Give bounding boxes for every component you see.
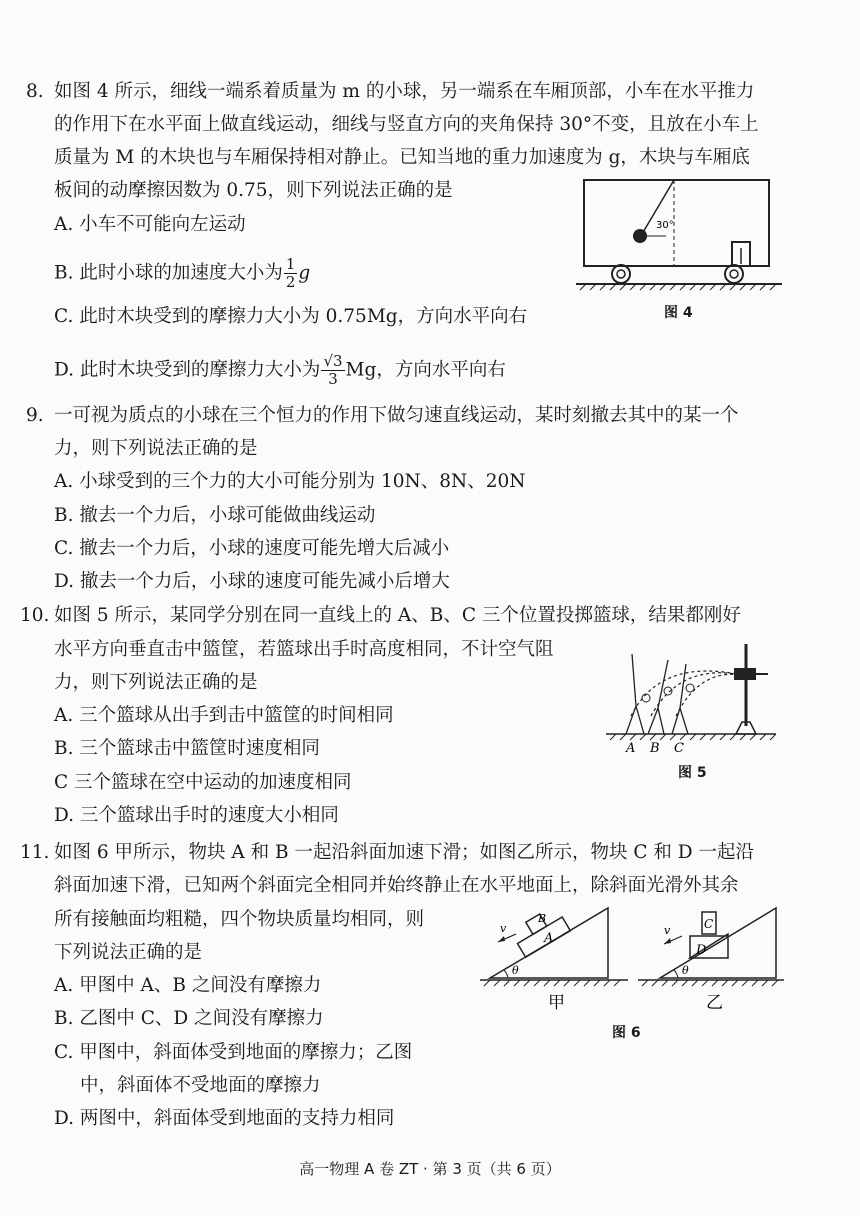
figure-6-right-block-d: D <box>696 943 707 958</box>
q9-stem-line-2: 力，则下列说法正确的是 <box>54 438 258 459</box>
q8-option-d-text: D. 此时木块受到的摩擦力大小为 <box>54 359 321 381</box>
figure-5-basketball <box>606 636 806 756</box>
q11-option-d: D. 两图中，斜面体受到地面的支持力相同 <box>54 1108 395 1129</box>
fraction-denominator: 3 <box>328 370 338 388</box>
q9-option-b: B. 撤去一个力后，小球可能做曲线运动 <box>54 505 376 526</box>
figure-5-label-c: C <box>674 741 684 756</box>
figure-6-right-incline <box>634 900 784 1012</box>
fraction-numerator: 1 <box>285 255 296 273</box>
q8-option-a: A. 小车不可能向左运动 <box>54 214 246 235</box>
q10-option-b: B. 三个篮球击中篮筐时速度相同 <box>54 738 320 759</box>
q8-option-b-unit: g <box>298 262 311 284</box>
figure-6-left-block-b: B <box>538 912 547 925</box>
q8-option-d <box>54 353 506 388</box>
figure-4-cart <box>574 172 784 302</box>
q11-option-a: A. 甲图中 A、B 之间没有摩擦力 <box>54 975 322 996</box>
figure-6-left-block-a: A <box>544 931 554 946</box>
figure-6-right-velocity: v <box>664 924 671 937</box>
q8-option-b <box>54 256 310 291</box>
q8-stem-line-1: 如图 4 所示，细线一端系着质量为 m 的小球，另一端系在车厢顶部，小车在水平推力 <box>54 81 755 102</box>
figure-6-left-velocity: v <box>500 922 507 935</box>
q8-stem-line-2: 的作用下在水平面上做直线运动，细线与竖直方向的夹角保持 30°不变，且放在小车上 <box>54 114 759 135</box>
fraction-denominator: 2 <box>285 273 296 291</box>
q8-stem-line-4: 板间的动摩擦因数为 0.75，则下列说法正确的是 <box>54 180 453 201</box>
q10-option-c: C 三个篮球在空中运动的加速度相同 <box>54 772 352 793</box>
figure-6-right-theta: θ <box>682 964 689 977</box>
figure-5-caption: 图 5 <box>678 765 707 781</box>
q10-stem-line-3: 力，则下列说法正确的是 <box>54 672 258 693</box>
q11-stem-line-2: 斜面加速下滑，已知两个斜面完全相同并始终静止在水平地面上，除斜面光滑外其余 <box>54 875 739 896</box>
q11-stem-line-4: 下列说法正确的是 <box>54 942 203 963</box>
figure-4-caption: 图 4 <box>664 305 693 321</box>
q10-stem-line-2: 水平方向垂直击中篮筐，若篮球出手时高度相同，不计空气阻 <box>54 639 554 660</box>
q8-option-c: C. 此时木块受到的摩擦力大小为 0.75Mg，方向水平向右 <box>54 306 528 327</box>
q11-stem-line-1: 如图 6 甲所示，物块 A 和 B 一起沿斜面加速下滑；如图乙所示，物块 C 和 D 一起沿 <box>54 842 755 863</box>
q8-stem-line-3: 质量为 M 的木块也与车厢保持相对静止。已知当地的重力加速度为 g，木块与车厢底 <box>54 147 750 168</box>
q11-option-c-line-1: C. 甲图中，斜面体受到地面的摩擦力；乙图 <box>54 1042 413 1063</box>
figure-4-angle-label: 30° <box>656 220 674 231</box>
figure-6-left-incline <box>480 900 630 1012</box>
q9-option-c: C. 撤去一个力后，小球的速度可能先增大后减小 <box>54 538 450 559</box>
q11-number: 11. <box>20 842 50 863</box>
q11-option-c-line-2: 中，斜面体不受地面的摩擦力 <box>80 1075 321 1096</box>
q9-option-a: A. 小球受到的三个力的大小可能分别为 10N、8N、20N <box>54 471 526 492</box>
q8-number: 8. <box>26 81 44 102</box>
figure-6-caption: 图 6 <box>612 1025 641 1041</box>
q10-option-a: A. 三个篮球从出手到击中篮筐的时间相同 <box>54 705 394 726</box>
q8-option-b-fraction <box>284 256 298 291</box>
q10-option-d: D. 三个篮球出手时的速度大小相同 <box>54 805 339 826</box>
fraction-numerator: √3 <box>323 352 343 370</box>
q9-stem-line-1: 一可视为质点的小球在三个恒力的作用下做匀速直线运动，某时刻撤去其中的某一个 <box>54 405 739 426</box>
figure-6-left-theta: θ <box>512 964 519 977</box>
figure-5-label-b: B <box>650 741 660 756</box>
figure-5-label-a: A <box>626 741 636 756</box>
figure-6-right-name: 乙 <box>706 993 723 1012</box>
q11-option-b: B. 乙图中 C、D 之间没有摩擦力 <box>54 1008 324 1029</box>
page-footer: 高一物理 A 卷 ZT · 第 3 页（共 6 页） <box>299 1160 561 1178</box>
q9-option-d: D. 撤去一个力后，小球的速度可能先减小后增大 <box>54 571 450 592</box>
q9-number: 9. <box>26 405 44 426</box>
q11-stem-line-3: 所有接触面均粗糙，四个物块质量均相同，则 <box>54 909 425 930</box>
figure-6-left-name: 甲 <box>548 993 565 1012</box>
q8-option-b-text: B. 此时小球的加速度大小为 <box>54 262 283 284</box>
q8-option-d-fraction <box>321 353 344 388</box>
q10-stem-line-1: 如图 5 所示，某同学分别在同一直线上的 A、B、C 三个位置投掷篮球，结果都刚好 <box>54 605 741 626</box>
figure-6-right-block-c: C <box>704 917 714 931</box>
q10-number: 10. <box>20 605 50 626</box>
q8-option-d-tail: Mg，方向水平向右 <box>345 359 506 381</box>
